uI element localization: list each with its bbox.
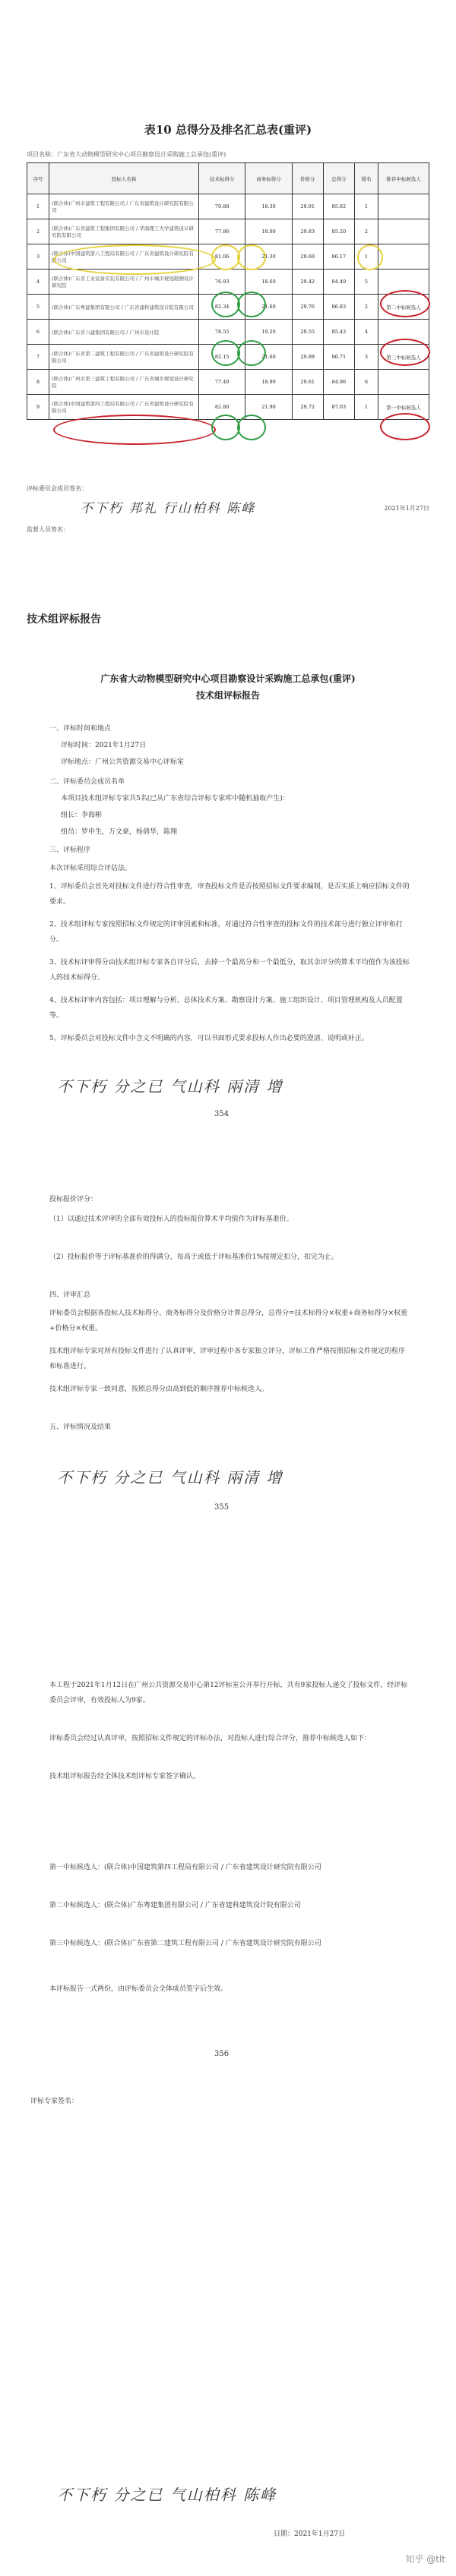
cell-tech: 82.80 xyxy=(199,395,245,420)
cell-no: 7 xyxy=(27,345,49,370)
report-label: 技术组评标报告 xyxy=(27,613,101,626)
cell-total: 86.17 xyxy=(323,244,354,270)
table-date: 2021年1月27日 xyxy=(384,505,429,512)
cell-tech: 81.06 xyxy=(199,244,245,270)
cell-tech: 82.34 xyxy=(199,295,245,320)
cell-no: 5 xyxy=(27,295,49,320)
report-paragraph: 3、技术标评审得分由技术组评标专家各自评分后，去掉一个最高分和一个最低分，取其余评分的算术平均值作为该投标人的技术标得分。 xyxy=(49,959,410,982)
members-intro: 本项目技术组评标专家共5名(已从广东省综合评标专家库中随机抽取产生)： xyxy=(61,795,290,802)
cell-total: 85.82 xyxy=(323,194,354,219)
cell-name: (联合体)广东粤建集团有限公司 / 广东省建科建筑设计院有限公司 xyxy=(49,295,199,320)
cell-no: 3 xyxy=(27,244,49,270)
page-number: 355 xyxy=(214,1503,230,1512)
cell-rank: 1 xyxy=(354,395,378,420)
cell-rec xyxy=(378,244,429,270)
result-paragraph: 第三中标候选人：(联合体)广东省第二建筑工程有限公司 / 广东省建筑设计研究院有限公司 xyxy=(49,1940,321,1947)
cell-biz: 19.20 xyxy=(245,320,292,345)
result-paragraph: 第一中标候选人：(联合体)中国建筑第四工程局有限公司 / 广东省建筑设计研究院有限公司 xyxy=(49,1864,321,1871)
cell-no: 8 xyxy=(27,370,49,395)
cell-total: 86.83 xyxy=(323,295,354,320)
handwritten-signature: 不下朽 分之已 气山科 兩清 增 xyxy=(57,1077,283,1096)
header-biz: 商务标得分 xyxy=(245,163,292,194)
header-rec: 推荐中标候选人 xyxy=(378,163,429,194)
section-heading: 三、评标程序 xyxy=(49,847,91,854)
report-paragraph: 2、技术组评标专家按照招标文件规定的评审因素和标准，对通过符合性审查的投标文件的技术部分进行独立评审和打分。 xyxy=(49,921,403,944)
result-paragraph: 本工程于2021年1月12日在广州公共资源交易中心第12评标室公开举行开标，共有9家投标人递交了投标文件，经评标委员会评审，有效投标人为9家。 xyxy=(49,1682,408,1704)
report-paragraph: 5、评标委员会对投标文件中含义不明确的内容，可以书面形式要求投标人作出必要的澄清、说明或补正。 xyxy=(49,1035,369,1042)
report-paragraph: 技术组评标专家一致同意，按照总得分由高到低的顺序推荐中标候选人。 xyxy=(49,1386,269,1393)
cell-rank: 1 xyxy=(354,244,378,270)
section-heading: 二、评标委员会成员名单 xyxy=(49,778,125,786)
green-highlight-oval xyxy=(237,340,266,366)
report-paragraph: （1）以通过技术评审的全部有效投标人的投标报价算术平均值作为评标基准价。 xyxy=(49,1215,293,1223)
cell-rec: 第二中标候选人 xyxy=(378,295,429,320)
cell-tech: 82.15 xyxy=(199,345,245,370)
cell-biz: 18.30 xyxy=(245,194,292,219)
technical-report-page xyxy=(0,600,456,1655)
cell-biz: 21.30 xyxy=(245,244,292,270)
header-name: 投标人名称 xyxy=(49,163,199,194)
page-number: 354 xyxy=(214,1110,230,1118)
cell-tech: 77.86 xyxy=(199,219,245,244)
group-members: 组员：罗申生，万文豪，杨倩华，陈翔 xyxy=(61,828,178,836)
handwritten-signature: 不下朽 分之已 气山科 兩清 增 xyxy=(57,1468,283,1487)
table-row xyxy=(27,270,429,295)
table-row xyxy=(27,370,429,395)
cell-name: (联合体)中国建筑第八工程局有限公司 / 广东省建筑设计研究院有限公司 xyxy=(49,244,199,270)
cell-price: 29.91 xyxy=(292,194,323,219)
cell-price: 29.42 xyxy=(292,270,323,295)
cell-price: 29.72 xyxy=(292,395,323,420)
red-highlight-oval xyxy=(380,339,430,366)
score-table-page xyxy=(0,0,456,592)
cell-price: 29.88 xyxy=(292,345,323,370)
cell-biz: 21.60 xyxy=(245,345,292,370)
header-rank: 排名 xyxy=(354,163,378,194)
section-heading: 四、评审汇总 xyxy=(49,1291,91,1299)
cell-name: (联合体)广东省六建集团有限公司 / 广州市设计院 xyxy=(49,320,199,345)
handwritten-signature: 不下朽 邦礼 行山柏科 陈峰 xyxy=(80,501,256,516)
cell-no: 6 xyxy=(27,320,49,345)
cell-rec xyxy=(378,194,429,219)
eval-place: 评标地点：广州公共资源交易中心评标室 xyxy=(61,758,185,766)
cell-biz: 18.90 xyxy=(245,370,292,395)
red-highlight-oval xyxy=(53,415,216,445)
report-paragraph: 1、评标委员会首先对投标文件进行符合性审查，审查投标文件是否按照招标文件要求编制，是否实质上响应招标文件的要求。 xyxy=(49,883,410,906)
report-title: 广东省大动物模型研究中心项目勘察设计采购施工总承包(重评) xyxy=(100,673,356,684)
cell-total: 85.20 xyxy=(323,219,354,244)
cell-name: (联合体)广州市建筑工程有限公司 / 广东省建筑设计研究院有限公司 xyxy=(49,194,199,219)
cell-total: 87.03 xyxy=(323,395,354,420)
table-header-row xyxy=(27,163,429,194)
section-heading: 一、评标时间和地点 xyxy=(49,725,112,733)
yellow-highlight-oval xyxy=(357,244,383,270)
cell-rec: 第一中标候选人 xyxy=(378,395,429,420)
cell-tech: 76.93 xyxy=(199,270,245,295)
red-highlight-oval xyxy=(380,413,430,440)
section-heading: 五、评标情况及结果 xyxy=(49,1424,112,1431)
cell-rec: 第三中标候选人 xyxy=(378,345,429,370)
report-paragraph: 评标委员会根据各投标人技术标得分、商务标得分及价格分计算总得分，总得分=技术标得分×权重+商务标得分×权重+价格分×权重。 xyxy=(49,1310,408,1332)
cell-rank: 5 xyxy=(354,270,378,295)
header-price: 价格分 xyxy=(292,163,323,194)
cell-tech: 78.55 xyxy=(199,320,245,345)
yellow-highlight-oval xyxy=(53,244,216,275)
cell-no: 2 xyxy=(27,219,49,244)
result-paragraph: 本评标报告一式两份，由评标委员会全体成员签字后生效。 xyxy=(49,1985,228,1993)
header-no: 序号 xyxy=(27,163,49,194)
cell-rank: 3 xyxy=(354,345,378,370)
result-paragraph: 评标委员会经过认真评审，按照招标文件规定的评标办法，对投标人进行综合评分，推荐中标候选人如下： xyxy=(49,1735,372,1742)
cell-price: 29.55 xyxy=(292,320,323,345)
cell-no: 1 xyxy=(27,194,49,219)
cell-price: 29.83 xyxy=(292,219,323,244)
cell-no: 4 xyxy=(27,270,49,295)
cell-rec xyxy=(378,370,429,395)
table-row xyxy=(27,194,429,219)
report-paragraph: 技术组评标专家对所有投标文件进行了认真评审，评审过程中各专家独立评分，评标工作严格按照招标文件规定的程序和标准进行。 xyxy=(49,1348,406,1370)
signature-caption: 评标专家签名： xyxy=(30,2098,79,2105)
results-page xyxy=(0,1663,456,2576)
cell-price: 29.61 xyxy=(292,370,323,395)
cell-tech: 77.40 xyxy=(199,370,245,395)
cell-rec xyxy=(378,219,429,244)
supervisor-signature-label: 监督人员签名： xyxy=(27,526,69,533)
members-signature-label: 评标委员会成员签名： xyxy=(27,485,87,492)
cell-rank: 2 xyxy=(354,219,378,244)
green-highlight-oval xyxy=(211,415,240,440)
report-paragraph: 投标报价评分： xyxy=(49,1196,98,1203)
red-highlight-oval xyxy=(380,290,430,317)
cell-name: (联合体)广东省第二建筑工程有限公司 / 广东省建筑设计研究院有限公司 xyxy=(49,345,199,370)
report-paragraph: 本次评标采用综合评估法。 xyxy=(49,865,132,872)
result-date: 日期：2021年1月27日 xyxy=(274,2530,346,2538)
cell-total: 84.49 xyxy=(323,270,354,295)
cell-biz: 18.60 xyxy=(245,270,292,295)
cell-tech: 79.88 xyxy=(199,194,245,219)
cell-rank: 2 xyxy=(354,295,378,320)
cell-price: 29.76 xyxy=(292,295,323,320)
cell-name: (联合体)广东省建筑工程集团有限公司 / 华南理工大学建筑设计研究院有限公司 xyxy=(49,219,199,244)
cell-no: 9 xyxy=(27,395,49,420)
cell-biz: 21.90 xyxy=(245,395,292,420)
cell-total: 84.96 xyxy=(323,370,354,395)
header-total: 总得分 xyxy=(323,163,354,194)
table-title: 表10 总得分及排名汇总表(重评) xyxy=(144,123,312,137)
cell-biz: 21.60 xyxy=(245,295,292,320)
yellow-highlight-oval xyxy=(211,244,240,270)
handwritten-signature: 不下朽 分之已 气山柏科 陈峰 xyxy=(57,2486,277,2504)
green-highlight-oval xyxy=(211,292,240,317)
table-row xyxy=(27,219,429,244)
report-paragraph: （2）投标报价等于评标基准价的得满分，每高于或低于评标基准价1%按规定扣分，扣完为止。 xyxy=(49,1253,339,1261)
cell-total: 86.71 xyxy=(323,345,354,370)
result-paragraph: 第二中标候选人：(联合体)广东粤建集团有限公司 / 广东省建科建筑设计院有限公司 xyxy=(49,1902,301,1909)
cell-name: (联合体)广东省工业设备安装有限公司 / 广州市城市规划勘测设计研究院 xyxy=(49,270,199,295)
cell-total: 85.43 xyxy=(323,320,354,345)
cell-name: (联合体)广州市第三建筑工程有限公司 / 广东省城乡规划设计研究院 xyxy=(49,370,199,395)
green-highlight-oval xyxy=(237,292,266,317)
result-paragraph: 技术组评标报告经全体技术组评标专家签字确认。 xyxy=(49,1773,201,1780)
cell-name: (联合体)中国建筑第四工程局有限公司 / 广东省建筑设计研究院有限公司 xyxy=(49,395,199,420)
green-highlight-oval xyxy=(211,340,240,366)
page-number: 356 xyxy=(214,2050,230,2058)
report-subtitle: 技术组评标报告 xyxy=(195,690,260,701)
group-leader: 组长：李海彬 xyxy=(61,812,103,819)
table-caption: 项目名称：广东省大动物模型研究中心项目勘察设计采购施工总承包(重评) xyxy=(27,151,226,158)
eval-time: 评标时间：2021年1月27日 xyxy=(61,742,147,749)
cell-price: 29.69 xyxy=(292,244,323,270)
cell-biz: 18.00 xyxy=(245,219,292,244)
watermark-text: 知乎 @tlt xyxy=(405,2554,445,2565)
header-tech: 技术标得分 xyxy=(199,163,245,194)
yellow-highlight-oval xyxy=(237,244,266,270)
cell-rank: 6 xyxy=(354,370,378,395)
report-paragraph: 4、技术标评审内容包括：项目理解与分析、总体技术方案、勘察设计方案、施工组织设计、项目管理机构及人员配置等。 xyxy=(49,997,403,1020)
cell-rank: 4 xyxy=(354,320,378,345)
cell-rank: 1 xyxy=(354,194,378,219)
green-highlight-oval xyxy=(237,415,266,440)
